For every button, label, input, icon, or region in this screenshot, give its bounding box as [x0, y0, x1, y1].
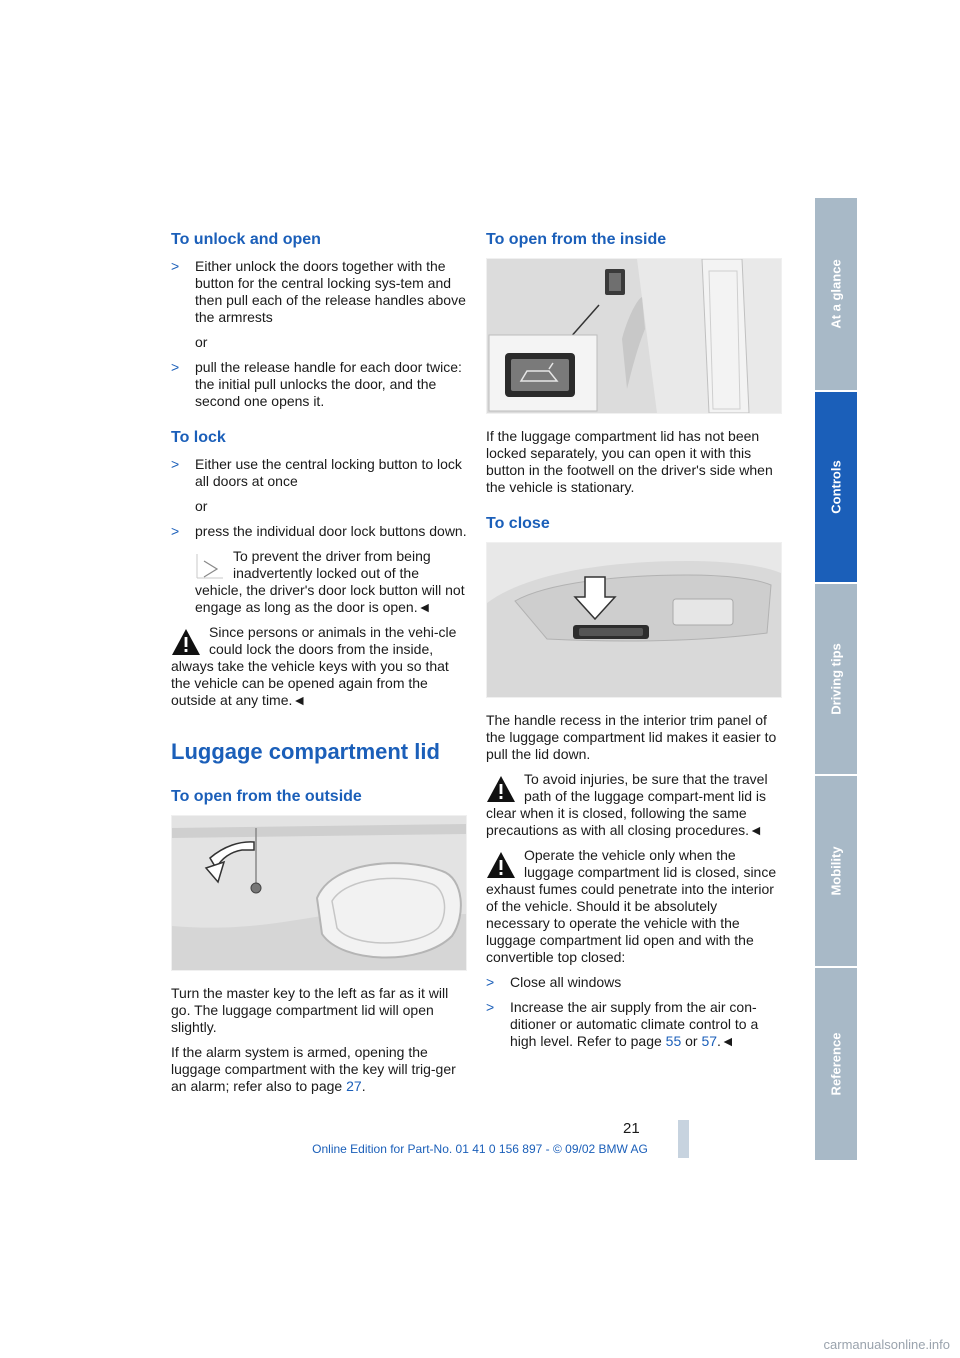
inside-button-figure	[486, 258, 782, 414]
lock-or: or	[195, 498, 208, 514]
left-column	[171, 230, 467, 1103]
footer-edition: Online Edition for Part-No. 01 41 0 156 897 - © 09/02 BMW AG	[312, 1142, 648, 1156]
watermark: carmanualsonline.info	[823, 1337, 950, 1352]
page-link-57[interactable]: 57	[701, 1033, 718, 1049]
close-warning-2: Operate the vehicle only when the luggage compartment lid is closed, since exhaust fumes could penetrate into the interior of the vehicle. Should it be absolutely necessary to operate the vehicle with the luggage compartment lid open and with the convertible top closed:	[486, 847, 777, 965]
close-warning-1: To avoid injuries, be sure that the travel path of the luggage compart-ment lid is clear when it is closed, following the same precautions as with all closing procedures.◄	[486, 771, 768, 838]
outside-lock-figure	[171, 815, 467, 971]
tab-controls[interactable]: Controls	[815, 392, 857, 582]
warning-icon	[486, 775, 516, 803]
page-link-55[interactable]: 55	[665, 1033, 682, 1049]
unlock-bullet-1: > Either unlock the doors together with the button for the central locking sys-tem and then pull each of the release handles above the armrests	[171, 258, 467, 326]
close-bullet-2: > Increase the air supply from the air con-ditioner or automatic climate control to a high level. Refer to page 55 or 57.◄	[486, 999, 782, 1050]
outside-paragraph-2: If the alarm system is armed, opening the luggage compartment with the key will trig-ger an alarm; refer also to page 27.	[171, 1044, 456, 1094]
trunk-lock-illustration	[172, 816, 466, 970]
inside-paragraph: If the luggage compartment lid has not been locked separately, you can open it with this button in the footwell on the driver's side when the vehicle is stationary.	[486, 428, 773, 495]
close-bullet-1: > Close all windows	[486, 974, 782, 991]
unlock-bullet-2: > pull the release handle for each door twice: the initial pull unlocks the door, and the second one opens it.	[171, 359, 467, 410]
unlock-or: or	[195, 334, 208, 350]
lock-warning: Since persons or animals in the vehi-cle could lock the doors from the inside, always take the vehicle keys with you so that the vehicle can be opened again from the outside at any time.◄	[171, 624, 457, 708]
close-paragraph: The handle recess in the interior trim panel of the luggage compartment lid makes it easier to pull the lid down.	[486, 712, 777, 762]
outside-paragraph-1: Turn the master key to the left as far as it will go. The luggage compartment lid will open slightly.	[171, 985, 449, 1035]
unlock-heading: To unlock and open	[171, 231, 321, 248]
close-handle-figure	[486, 542, 782, 698]
lock-bullet-1: > Either use the central locking button to lock all doors at once	[171, 456, 467, 490]
page-number: 21	[623, 1120, 640, 1137]
tab-driving-tips[interactable]: Driving tips	[815, 584, 857, 774]
open-inside-heading: To open from the inside	[486, 231, 667, 248]
lock-note: To prevent the driver from being inadvertently locked out of the vehicle, the driver's door lock button will not engage as long as the door is open.◄	[195, 548, 465, 615]
luggage-lid-heading: Luggage compartment lid	[171, 739, 440, 764]
tab-at-a-glance[interactable]: At a glance	[815, 198, 857, 390]
page-link-27[interactable]: 27	[346, 1078, 362, 1094]
close-heading: To close	[486, 515, 550, 532]
tab-mobility[interactable]: Mobility	[815, 776, 857, 966]
tab-reference[interactable]: Reference	[815, 968, 857, 1160]
trunk-handle-illustration	[487, 543, 781, 697]
lock-bullet-2: > press the individual door lock buttons down.	[171, 523, 467, 540]
warning-icon	[486, 851, 516, 879]
footwell-button-illustration	[487, 259, 781, 413]
note-icon	[195, 552, 225, 580]
open-outside-heading: To open from the outside	[171, 788, 362, 805]
right-column	[486, 230, 782, 1058]
lock-heading: To lock	[171, 429, 226, 446]
warning-icon	[171, 628, 201, 656]
